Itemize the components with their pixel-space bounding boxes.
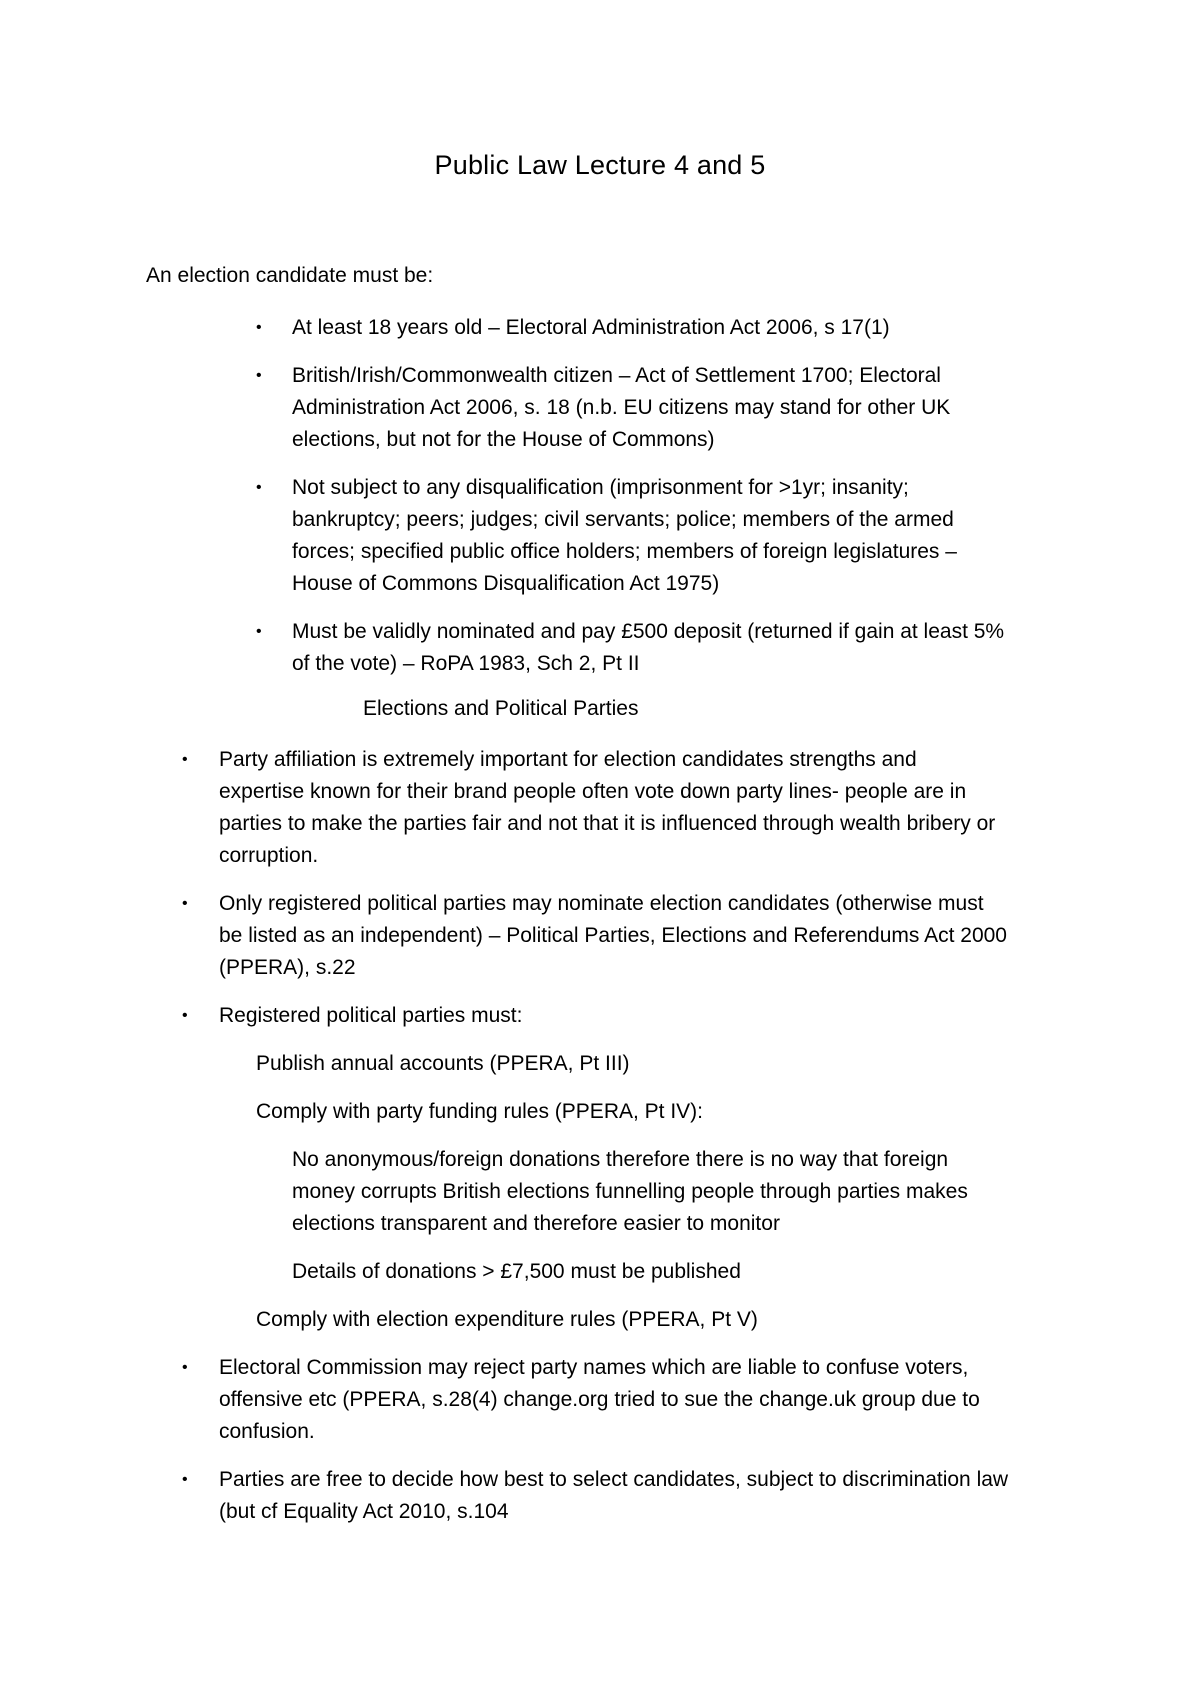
bullet-icon: •: [182, 751, 188, 768]
bullet-icon: •: [182, 1007, 188, 1024]
bullet-icon: •: [182, 895, 188, 912]
bullet-icon: •: [182, 1471, 188, 1488]
bullet-icon: •: [256, 319, 262, 336]
intro-text: An election candidate must be:: [146, 264, 434, 287]
bullet-icon: •: [256, 623, 262, 640]
final-bullet-2: Parties are free to decide how best to select candidates, subject to discrimination law (but cf Equality Act 2010, s.104: [219, 1468, 1009, 1523]
party-bullet-1: Party affiliation is extremely important for election candidates strengths and expertise known for their brand people often vote down party lines- people are in parties to make the parties fair and not that it is influenced through wealth bribery or corruption.: [219, 748, 996, 867]
bullet-icon: •: [256, 479, 262, 496]
obligation-funding: Comply with party funding rules (PPERA, Pt IV):: [256, 1100, 703, 1123]
candidate-bullet-1: At least 18 years old – Electoral Administration Act 2006, s 17(1): [292, 316, 890, 339]
final-bullet-1: Electoral Commission may reject party names which are liable to confuse voters, offensive etc (PPERA, s.28(4) change.org tried to sue the change.uk group due to confusion.: [219, 1356, 980, 1443]
section-heading: Elections and Political Parties: [363, 697, 639, 720]
page-title: Public Law Lecture 4 and 5: [434, 150, 766, 180]
candidate-bullet-3: Not subject to any disqualification (imprisonment for >1yr; insanity; bankruptcy; peers; judges; civil servants; police; members of the armed forces; specified public office holders; members of foreign legislatures – House of Commons Disqualification Act 1975): [292, 476, 957, 595]
candidate-bullet-4: Must be validly nominated and pay £500 deposit (returned if gain at least 5% of the vote) – RoPA 1983, Sch 2, Pt II: [292, 620, 1005, 675]
party-bullet-3: Registered political parties must:: [219, 1004, 523, 1027]
funding-rule-publication: Details of donations > £7,500 must be published: [292, 1260, 741, 1283]
obligation-expenditure: Comply with election expenditure rules (PPERA, Pt V): [256, 1308, 758, 1331]
funding-rule-donations: No anonymous/foreign donations therefore there is no way that foreign money corrupts British elections funnelling people through parties makes elections transparent and therefore easier to monitor: [292, 1148, 968, 1235]
obligation-accounts: Publish annual accounts (PPERA, Pt III): [256, 1052, 630, 1075]
bullet-icon: •: [256, 367, 262, 384]
party-bullet-2: Only registered political parties may nominate election candidates (otherwise must be listed as an independent) – Political Parties, Elections and Referendums Act 2000 (PPERA), s.22: [219, 892, 1007, 979]
bullet-icon: •: [182, 1359, 188, 1376]
candidate-bullet-2: British/Irish/Commonwealth citizen – Act of Settlement 1700; Electoral Administration Act 2006, s. 18 (n.b. EU citizens may stand for other UK elections, but not for the House of Commons): [292, 364, 951, 451]
